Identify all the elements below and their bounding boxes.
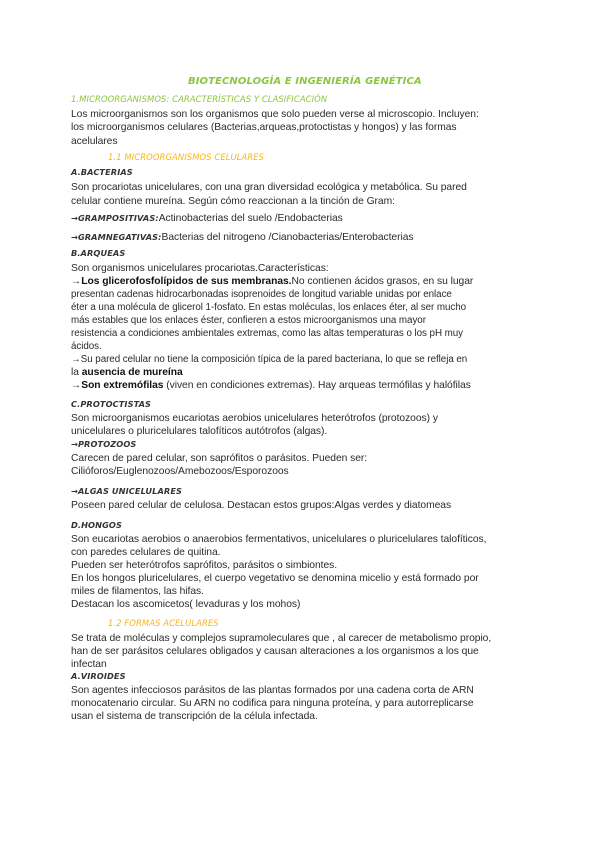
protozoos-line-1: Carecen de pared celular, son saprófitos o parásitos. Pueden ser: <box>71 453 368 464</box>
document-title: BIOTECNOLOGÍA E INGENIERÍA GENÉTICA <box>188 76 422 87</box>
hongos-line-4: En los hongos pluricelulares, el cuerpo vegetativo se denomina micelio y está formado por <box>71 573 479 584</box>
viroides-line-1: Son agentes infecciosos parásitos de las plantas formados por una cadena corta de ARN <box>71 685 474 696</box>
intro-line-1: Los microorganismos son los organismos que solo pueden verse al microscopio. Incluyen: <box>71 109 479 120</box>
arrow-icon: → <box>71 380 82 391</box>
arqueas-bullet-2-line-1: →Su pared celular no tiene la composición típica de la pared bacteriana, lo que se refleja en <box>71 354 468 365</box>
arqueas-bullet-3-bold: Son extremófilas <box>81 380 164 391</box>
arqueas-detail-2: éter a una molécula de glicerol 1-fosfato. En estas moléculas, los enlaces éter, al ser mucho <box>71 302 467 313</box>
sub2-heading: 1.2 FORMAS ACELULARES <box>108 618 219 628</box>
intro-line-2: los microorganismos celulares (Bacterias,arqueas,protoctistas y hongos) y las formas <box>71 122 457 133</box>
intro-line-3: acelulares <box>71 136 118 147</box>
protoctistas-heading: C.PROTOCTISTAS <box>71 399 152 409</box>
hongos-line-3: Pueden ser heterótrofos saprófitos, parásitos o simbiontes. <box>71 560 338 571</box>
arqueas-heading: B.ARQUEAS <box>71 248 126 258</box>
hongos-heading: D.HONGOS <box>71 520 122 530</box>
algas-line: Poseen pared celular de celulosa. Destacan estos grupos:Algas verdes y diatomeas <box>71 500 452 511</box>
hongos-line-1: Son eucariotas aerobios o anaerobios fermentativos, unicelulares o pluricelulares talofíticos, <box>71 534 487 545</box>
section1-heading: 1.MICROORGANISMOS: CARACTERÍSTICAS Y CLASIFICACIÓN <box>71 94 328 104</box>
acelulares-line-1: Se trata de moléculas y complejos supramoleculares que , al carecer de metabolismo propio, <box>71 633 492 644</box>
arqueas-bullet-1-bold: Los glicerofosfolípidos de sus membranas. <box>81 276 292 287</box>
arqueas-bullet-1-rest: No contienen ácidos grasos, en su lugar <box>291 276 474 287</box>
arqueas-bullet-2-bold: ausencia de mureína <box>81 367 183 378</box>
grampositivas-text: Actinobacterias del suelo /Endobacterias <box>158 213 343 224</box>
grampositivas-row <box>71 213 343 225</box>
bacterias-line-2: celular contiene mureína. Según cómo reaccionan a la tinción de Gram: <box>71 196 395 207</box>
acelulares-line-3: infectan <box>71 659 107 670</box>
viroides-line-3: usan el sistema de transcripción de la célula infectada. <box>71 711 318 722</box>
hongos-line-2: con paredes celulares de quitina. <box>71 547 221 558</box>
gramnegativas-row <box>71 232 413 244</box>
bacterias-heading: A.BACTERIAS <box>71 167 133 177</box>
viroides-heading: A.VIROIDES <box>71 671 126 681</box>
arqueas-bullet-1 <box>71 276 473 288</box>
arqueas-detail-1: presentan cadenas hidrocarbonadas isoprenoides de longitud variable unidas por enlace <box>71 289 452 300</box>
acelulares-line-2: han de ser parásitos celulares obligados y causan alteraciones a los organismos a los que <box>71 646 479 657</box>
sub1-heading: 1.1 MICROORGANISMOS CELULARES <box>108 152 265 162</box>
bacterias-line-1: Son procariotas unicelulares, con una gran diversidad ecológica y metabólica. Su pared <box>71 182 467 193</box>
algas-heading: →ALGAS UNICELULARES <box>71 486 183 496</box>
gramnegativas-text: Bacterias del nitrogeno /Cianobacterias/Enterobacterias <box>161 232 414 243</box>
protoctistas-line-2: unicelulares o pluricelulares talofíticos autótrofos (algas). <box>71 426 328 437</box>
arqueas-detail-5: ácidos. <box>71 341 102 352</box>
protozoos-line-2: Cilióforos/Euglenozoos/Amebozoos/Esporozoos <box>71 466 289 477</box>
arqueas-line-1: Son organismos unicelulares procariotas.Características: <box>71 263 329 274</box>
protozoos-heading: →PROTOZOOS <box>71 439 137 449</box>
hongos-line-5: miles de filamentos, las hifas. <box>71 586 204 597</box>
arqueas-bullet-3-rest: (viven en condiciones extremas). Hay arqueas termófilas y halófilas <box>163 380 471 391</box>
arqueas-detail-4: resistencia a condiciones ambientales extremas, como las altas temperaturas o los pH muy <box>71 328 464 339</box>
arqueas-bullet-2-pre: la <box>71 367 82 378</box>
gramnegativas-label: →GRAMNEGATIVAS: <box>71 232 162 242</box>
hongos-line-6: Destacan los ascomicetos( levaduras y los mohos) <box>71 599 301 610</box>
viroides-line-2: monocatenario circular. Su ARN no codifica para ninguna proteína, y para autorreplicarse <box>71 698 474 709</box>
arqueas-detail-3: más estables que los enlaces éster, confieren a estos microorganismos una mayor <box>71 315 426 326</box>
arrow-icon: → <box>71 276 82 287</box>
protoctistas-line-1: Son microorganismos eucariotas aerobios unicelulares heterótrofos (protozoos) y <box>71 413 438 424</box>
arqueas-bullet-2-line-2 <box>71 367 183 379</box>
grampositivas-label: →GRAMPOSITIVAS: <box>71 213 159 223</box>
arqueas-bullet-3 <box>71 380 471 392</box>
